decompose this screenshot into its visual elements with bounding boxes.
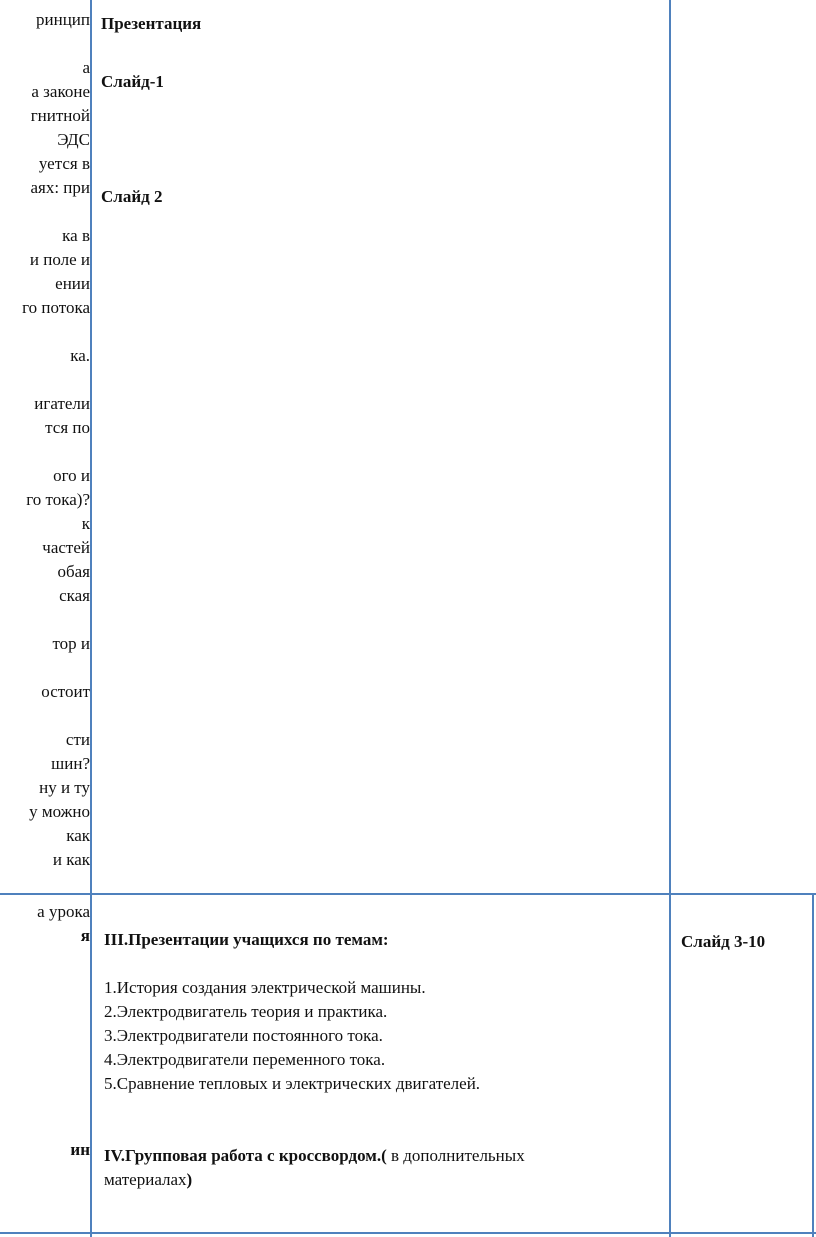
left-column-line: обая xyxy=(57,562,90,581)
left-column-line: ская xyxy=(59,586,90,605)
left-column-line: а урока xyxy=(37,902,90,921)
left-column-line: ЭДС xyxy=(57,130,90,149)
left-column-line: сти xyxy=(65,730,90,749)
left-column-text xyxy=(0,0,90,1237)
left-column-line: ка. xyxy=(70,346,90,365)
slide-1-label: Слайд-1 xyxy=(101,72,164,91)
table-border-vertical-middle-lower xyxy=(669,893,671,1237)
left-column-line: уется в xyxy=(38,154,90,173)
left-column-line: ка в xyxy=(62,226,90,245)
left-column-line: и поле и xyxy=(29,250,90,269)
left-column-line: шин? xyxy=(51,754,90,773)
left-column-line: я xyxy=(80,926,90,945)
student-presentations-heading: III.Презентации учащихся по темам: xyxy=(104,930,389,949)
slide-2-label: Слайд 2 xyxy=(101,187,163,206)
left-column-line: ого и xyxy=(53,466,90,485)
list-item: 1.История создания электрической машины. xyxy=(104,978,426,997)
table-border-vertical-left xyxy=(90,0,92,1237)
left-column-line: частей xyxy=(42,538,90,557)
left-column-line: ринцип xyxy=(36,10,90,29)
group-work-line-1 xyxy=(104,1144,525,1168)
left-column-line: ин xyxy=(70,1140,90,1159)
left-column-line: гнитной xyxy=(30,106,90,125)
list-item: 3.Электродвигатели постоянного тока. xyxy=(104,1026,383,1045)
left-column-line: к xyxy=(81,514,90,533)
left-column-line: у можно xyxy=(29,802,90,821)
group-work-rest: в дополнительных xyxy=(386,1146,525,1165)
left-column-line: игатели xyxy=(34,394,90,413)
table-border-horizontal-middle xyxy=(0,893,816,895)
table-border-bottom xyxy=(0,1232,816,1234)
left-column-line: го тока)? xyxy=(26,490,90,509)
list-item: 4.Электродвигатели переменного тока. xyxy=(104,1050,386,1069)
left-column-line: тор и xyxy=(52,634,90,653)
group-work-materials: материалах xyxy=(104,1170,187,1189)
left-column-line: остоит xyxy=(41,682,90,701)
left-column-line: го потока xyxy=(22,298,90,317)
left-column-line: а xyxy=(82,58,90,77)
group-work-close: ) xyxy=(186,1170,193,1189)
slides-3-10-label: Слайд 3-10 xyxy=(681,932,766,951)
group-work-line-2 xyxy=(104,1168,192,1192)
list-item: 2.Электродвигатель теория и практика. xyxy=(104,1002,388,1021)
table-border-vertical-middle-upper xyxy=(669,0,671,893)
left-column-line: и как xyxy=(52,850,90,869)
left-column-line: ении xyxy=(55,274,90,293)
table-border-vertical-right-lower xyxy=(812,893,814,1237)
left-column-line: как xyxy=(66,826,90,845)
list-item: 5.Сравнение тепловых и электрических двигателей. xyxy=(104,1074,481,1093)
left-column-line: тся по xyxy=(45,418,90,437)
left-column-line: ну и ту xyxy=(39,778,90,797)
topics-list xyxy=(104,976,480,1096)
group-work-bold: IV.Групповая работа с кроссвордом.( xyxy=(104,1146,387,1165)
left-column-line: а законе xyxy=(31,82,90,101)
presentation-title: Презентация xyxy=(101,14,202,33)
left-column-line: аях: при xyxy=(30,178,90,197)
